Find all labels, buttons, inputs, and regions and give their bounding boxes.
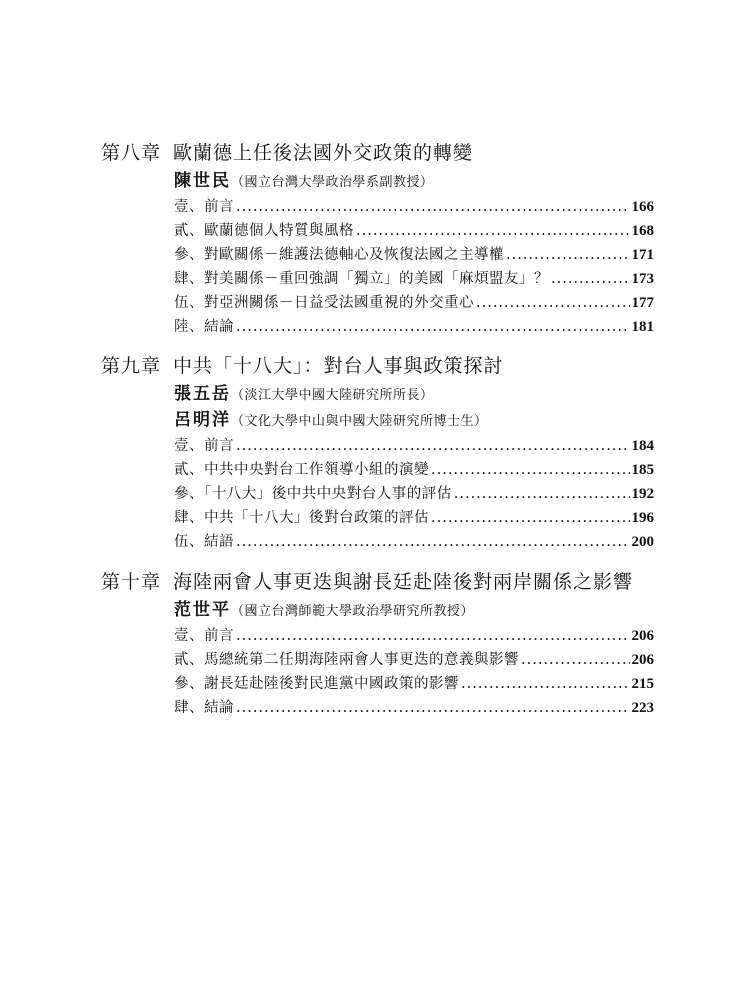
author-name: 范世平 [174, 600, 231, 620]
author-name: 張五岳 [174, 384, 231, 404]
author-affiliation: （國立台灣大學政治學系副教授） [231, 175, 434, 190]
page-number: 171 [631, 247, 654, 263]
entry-label: 貳、歐蘭德個人特質與風格 [174, 223, 354, 239]
author-line [174, 382, 654, 408]
entry-label: 參、「十八大」後中共中央對台人事的評估 [174, 486, 452, 502]
toc-entry[interactable] [174, 243, 654, 267]
entry-label: 陸、結論 [174, 319, 234, 335]
author-name: 呂明洋 [174, 410, 231, 430]
chapter-number: 第九章 [101, 355, 162, 377]
toc-entry[interactable] [174, 195, 654, 219]
leader-dots [356, 219, 630, 243]
page-number: 215 [631, 676, 654, 692]
page-number: 200 [631, 534, 654, 550]
chapter-title: 海陸兩會人事更迭與謝長廷赴陸後對兩岸關係之影響 [173, 571, 634, 593]
page-number: 181 [631, 319, 654, 335]
author-name: 陳世民 [174, 171, 231, 191]
page-number: 206 [631, 628, 654, 644]
chapter-heading [101, 570, 661, 594]
author-affiliation: （國立台灣師範大學政治學研究所教授） [231, 604, 475, 619]
toc-entry[interactable] [174, 315, 654, 339]
author-line [174, 408, 654, 434]
entry-label: 肆、對美關係－重回強調「獨立」的美國「麻煩盟友」？ [174, 271, 549, 287]
leader-dots [454, 482, 630, 506]
entry-label: 壹、前言 [174, 628, 234, 644]
leader-dots [236, 624, 630, 648]
toc-entry[interactable] [174, 672, 654, 696]
page-number: 184 [631, 438, 654, 454]
chapter-body [174, 598, 654, 720]
toc-entry[interactable] [174, 530, 654, 554]
leader-dots [236, 315, 630, 339]
page-number: 166 [631, 199, 654, 215]
entry-label: 伍、對亞洲關係－日益受法國重視的外交重心 [174, 295, 474, 311]
entry-label: 肆、結論 [174, 700, 234, 716]
chapter-body [174, 382, 654, 554]
chapter-heading [101, 354, 661, 378]
toc-entry[interactable] [174, 506, 654, 530]
entry-label: 壹、前言 [174, 199, 234, 215]
toc-entry[interactable] [174, 482, 654, 506]
leader-dots [236, 530, 630, 554]
leader-dots [236, 195, 630, 219]
leader-dots [521, 648, 630, 672]
entry-label: 參、對歐關係－維護法德軸心及恢復法國之主導權 [174, 247, 504, 263]
chapter-8 [101, 141, 661, 339]
toc-entry[interactable] [174, 219, 654, 243]
page-number: 206 [631, 652, 654, 668]
toc-entry[interactable] [174, 648, 654, 672]
entry-label: 貳、馬總統第二任期海陸兩會人事更迭的意義與影響 [174, 652, 519, 668]
entry-label: 伍、結語 [174, 534, 234, 550]
page-number: 196 [631, 510, 654, 526]
chapter-10 [101, 570, 661, 720]
page-number: 173 [631, 271, 654, 287]
entry-label: 參、謝長廷赴陸後對民進黨中國政策的影響 [174, 676, 459, 692]
toc-entry[interactable] [174, 267, 654, 291]
toc-entry[interactable] [174, 696, 654, 720]
page-number: 223 [631, 700, 654, 716]
toc-entry[interactable] [174, 434, 654, 458]
entry-label: 貳、中共中央對台工作領導小組的演變 [174, 462, 429, 478]
author-line [174, 598, 654, 624]
leader-dots [506, 243, 630, 267]
author-affiliation: （文化大學中山與中國大陸研究所博士生） [231, 414, 488, 429]
author-line [174, 169, 654, 195]
chapter-body [174, 169, 654, 339]
chapter-number: 第十章 [101, 571, 162, 593]
toc-entry[interactable] [174, 624, 654, 648]
leader-dots [551, 267, 630, 291]
chapter-heading [101, 141, 661, 165]
leader-dots [431, 458, 630, 482]
page-number: 192 [631, 486, 654, 502]
leader-dots [431, 506, 630, 530]
entry-label: 壹、前言 [174, 438, 234, 454]
leader-dots [461, 672, 630, 696]
page-number: 177 [631, 295, 654, 311]
author-affiliation: （淡江大學中國大陸研究所所長） [231, 388, 434, 403]
chapter-9 [101, 354, 661, 554]
leader-dots [476, 291, 630, 315]
chapter-title: 中共「十八大」：對台人事與政策探討 [173, 355, 504, 377]
entry-label: 肆、中共「十八大」後對台政策的評估 [174, 510, 429, 526]
leader-dots [236, 434, 630, 458]
page-number: 168 [631, 223, 654, 239]
leader-dots [236, 696, 630, 720]
chapter-number: 第八章 [101, 142, 162, 164]
toc-entry[interactable] [174, 458, 654, 482]
chapter-title: 歐蘭德上任後法國外交政策的轉變 [173, 142, 474, 164]
toc-entry[interactable] [174, 291, 654, 315]
page-number: 185 [631, 462, 654, 478]
